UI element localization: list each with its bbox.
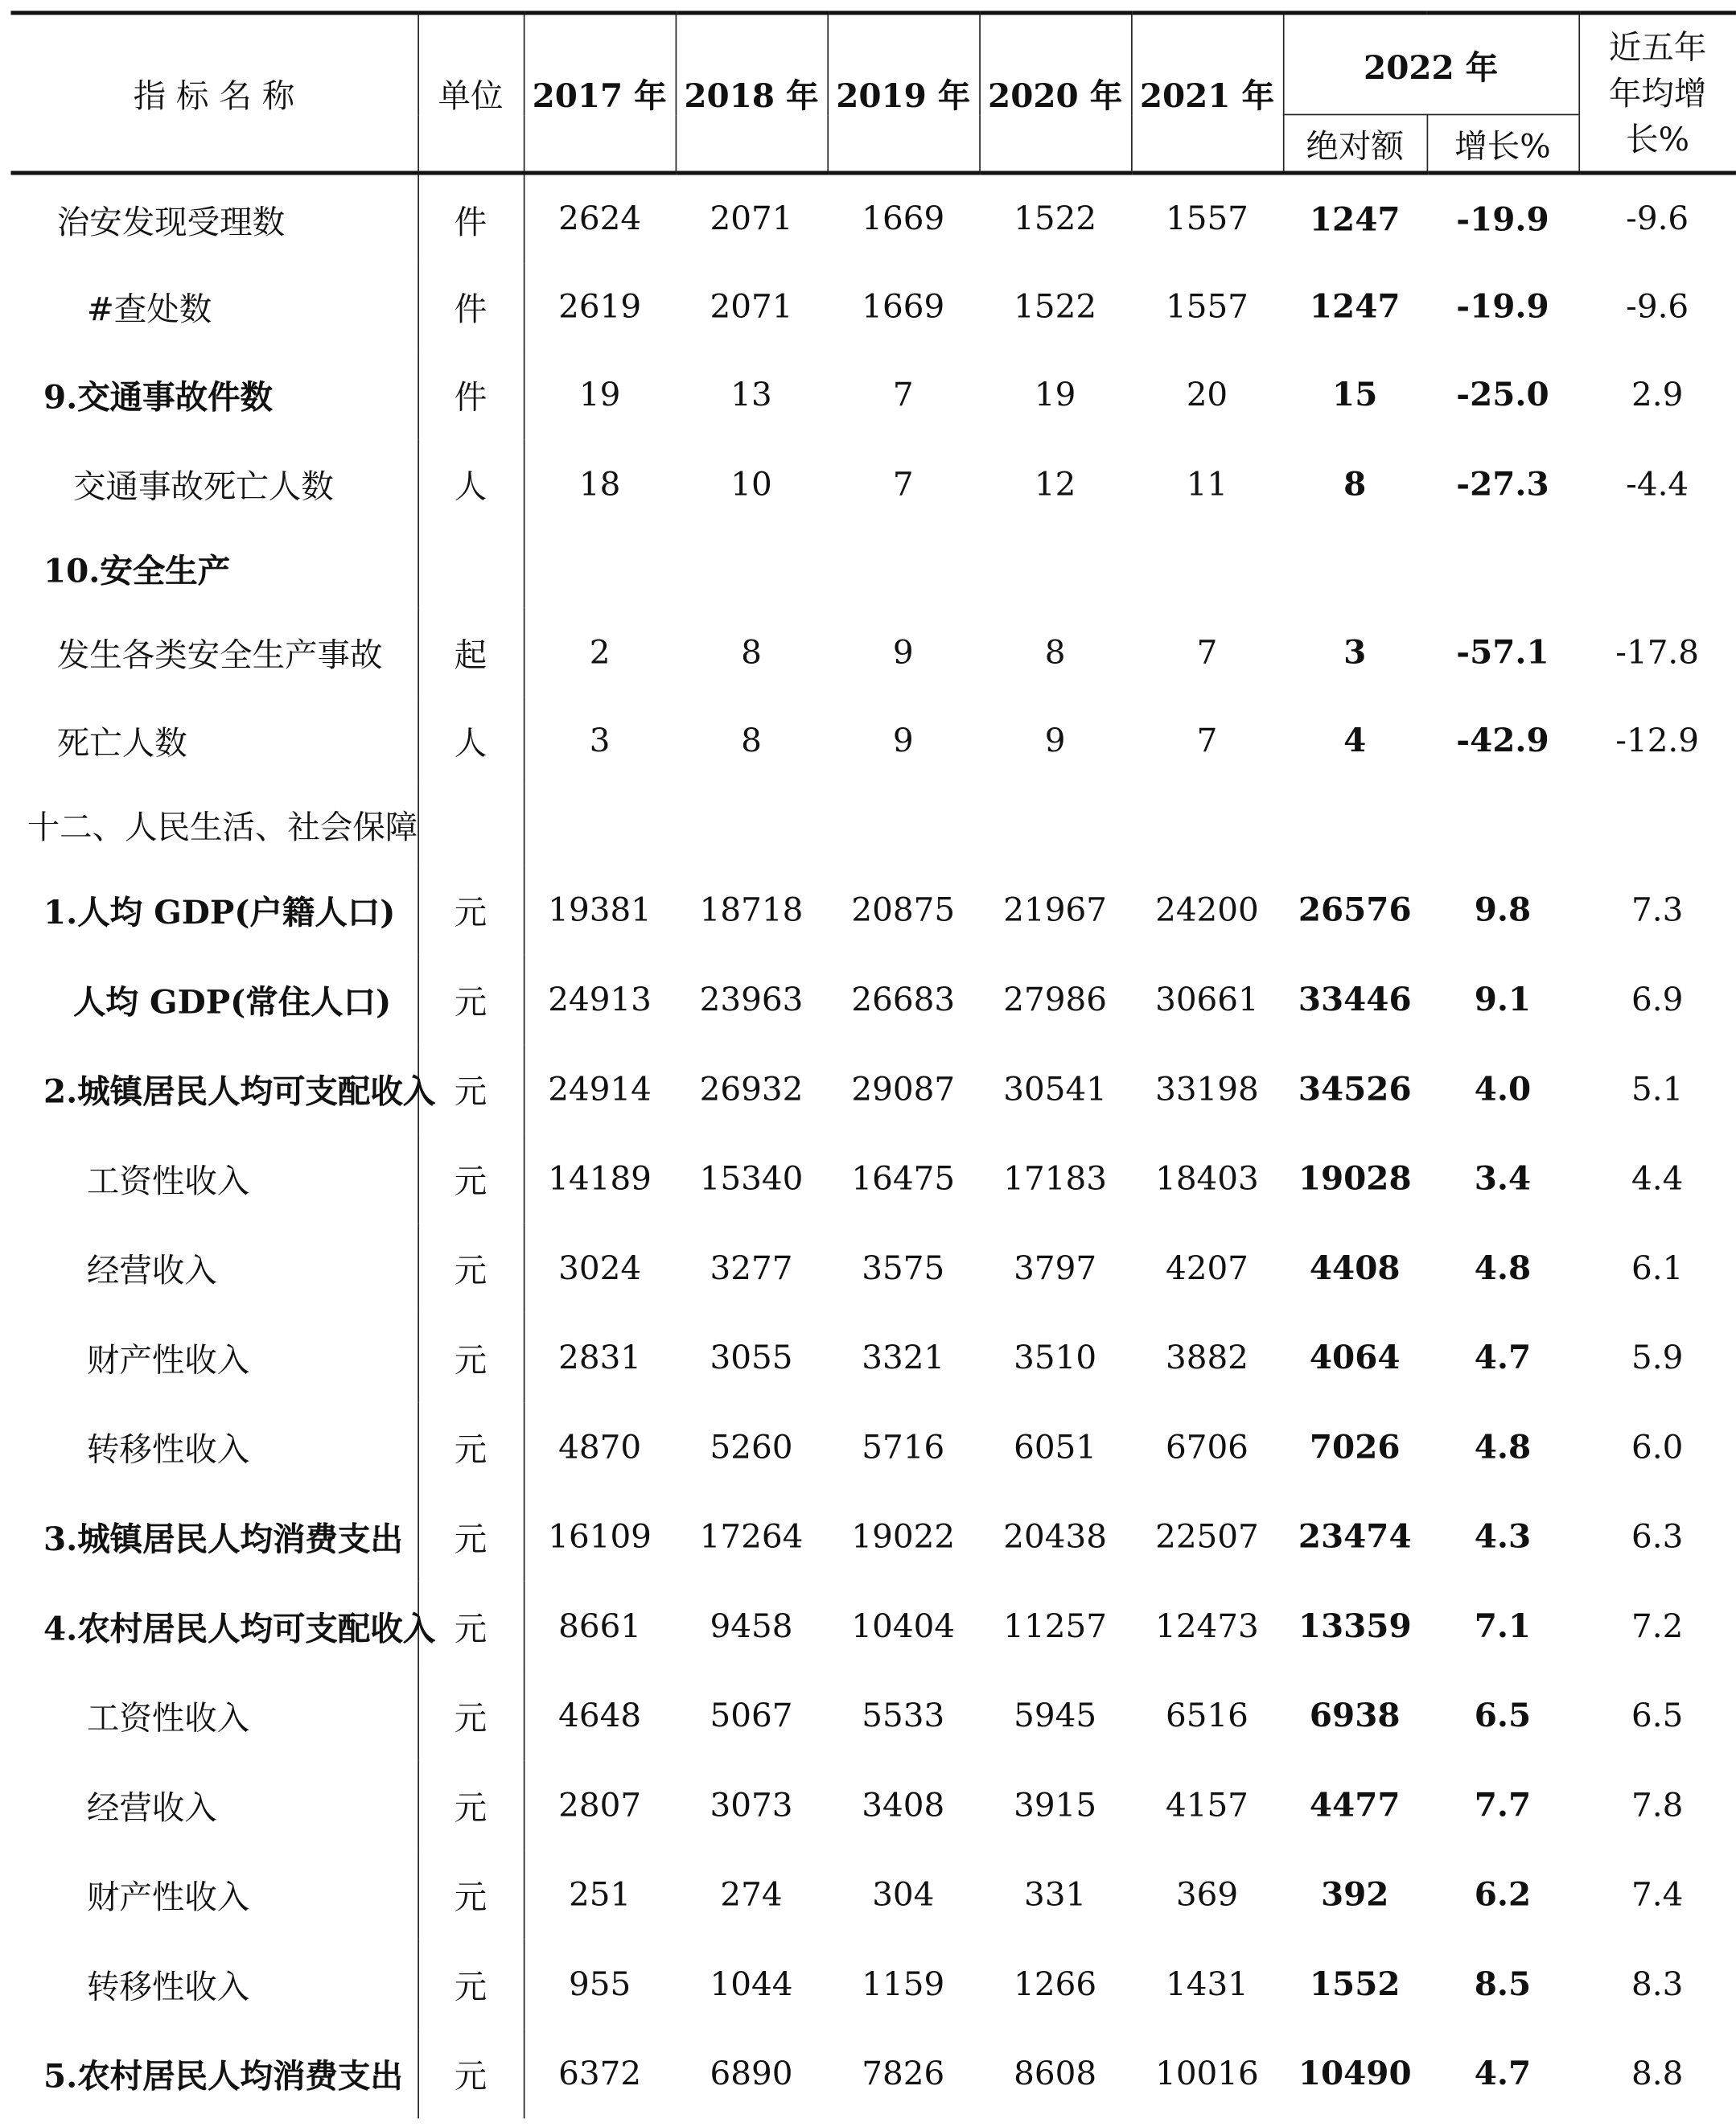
row-2022-absolute: 10490 [1298,2053,1412,2093]
row-2022-absolute: 4 [1343,720,1367,760]
row-name: 工资性收入 [10,1133,418,1223]
row-2022-growth: 4.8 [1474,1248,1532,1287]
row-value-2020: 27986 [1003,980,1107,1018]
row-value-2020: 9 [1044,721,1066,759]
table-row [10,1133,1735,1223]
row-value-2017: 8661 [558,1606,642,1645]
row-2022-growth: -57.1 [1456,632,1549,672]
row-value-2020: 8 [1044,632,1066,671]
row-five-year-avg: 7.2 [1631,1606,1684,1645]
row-value-2019: 9 [892,632,914,671]
row-value-2017: 19381 [548,890,652,928]
row-name: 经营收入 [10,1759,418,1849]
row-unit: 件 [418,349,524,438]
row-value-2019: 10404 [851,1606,956,1645]
row-2022-absolute: 7026 [1309,1426,1401,1467]
row-2022-absolute: 23474 [1298,1516,1412,1556]
row-five-year-avg: -4.4 [1626,464,1689,503]
row-2022-absolute: 4477 [1309,1784,1401,1825]
table-row [10,1401,1735,1491]
table-row [10,1581,1735,1670]
row-value-2017: 24913 [548,980,652,1018]
row-value-2021: 1431 [1165,1964,1249,2003]
row-five-year-avg: -17.8 [1615,632,1700,671]
row-value-2021 [1131,529,1283,607]
row-value-2019: 19022 [851,1516,956,1555]
row-value-2017: 2831 [558,1338,642,1376]
row-name: 财产性收入 [10,1312,418,1401]
row-value-2018: 8 [741,632,762,671]
header-absolute: 绝对额 [1283,114,1427,172]
row-five-year-avg: 7.4 [1631,1874,1684,1913]
row-value-2018: 17264 [699,1516,804,1555]
row-value-2017: 14189 [548,1158,652,1197]
row-name: 2.城镇居民人均可支配收入 [10,1043,418,1133]
row-value-2019: 26683 [851,980,956,1018]
row-five-year-avg: -9.6 [1626,286,1689,325]
row-name: 3.城镇居民人均消费支出 [10,1491,418,1581]
table-row [10,1759,1735,1849]
row-value-2020: 8608 [1014,2054,1097,2092]
row-value-2018: 8 [741,721,762,759]
row-value-2020: 3915 [1014,1785,1097,1824]
row-value-2017: 24914 [548,1069,652,1108]
row-value-2017: 3 [589,721,611,759]
row-value-2020: 3510 [1014,1338,1097,1376]
row-value-2019: 7 [892,464,914,503]
row-value-2021: 7 [1196,721,1218,759]
row-name: 财产性收入 [10,1849,418,1939]
row-value-2021: 18403 [1155,1158,1259,1197]
row-value-2018: 5260 [710,1427,793,1466]
row-2022-absolute: 6938 [1309,1695,1401,1735]
row-name: 经营收入 [10,1223,418,1312]
row-2022-absolute: 1552 [1309,1964,1401,2004]
row-2022-absolute: 4408 [1309,1248,1401,1287]
row-five-year-avg: 7.3 [1631,890,1684,928]
row-unit: 人 [418,697,524,784]
row-2022-growth: 4.0 [1474,1068,1532,1109]
row-value-2021 [1131,784,1283,865]
row-value-2021: 369 [1175,1874,1239,1913]
row-value-2019: 5716 [862,1427,945,1466]
row-value-2020: 1266 [1014,1964,1097,2003]
row-value-2020: 331 [1024,1874,1087,1913]
row-five-year-avg: 6.5 [1631,1696,1684,1734]
row-value-2018 [676,784,828,865]
row-2022-absolute: 15 [1332,374,1378,414]
row-value-2017: 16109 [548,1516,652,1555]
row-value-2019: 304 [872,1874,935,1913]
row-value-2020: 3797 [1014,1248,1097,1287]
row-value-2017 [524,784,676,865]
row-value-2021: 4207 [1165,1248,1249,1287]
row-value-2018: 10 [730,464,772,503]
header-indicator-name: 指 标 名 称 [10,13,418,173]
row-unit: 元 [418,1849,524,1939]
row-value-2020: 19 [1034,375,1076,413]
row-unit [418,529,524,607]
row-value-2021: 4157 [1165,1785,1249,1824]
row-unit: 元 [418,1581,524,1670]
row-2022-absolute: 33446 [1298,979,1412,1019]
row-unit: 元 [418,1312,524,1401]
row-value-2019: 16475 [851,1158,956,1197]
header-five-year-avg-line3: 长% [1626,120,1690,158]
header-five-year-avg-line2: 年均增 [1608,73,1707,113]
row-value-2017: 19 [578,375,621,413]
row-unit: 件 [418,262,524,349]
row-unit: 起 [418,607,524,696]
row-value-2019: 7826 [862,2054,945,2092]
row-2022-absolute: 34526 [1298,1068,1412,1109]
row-value-2021: 11 [1186,464,1228,503]
row-five-year-avg: 4.4 [1631,1158,1684,1197]
row-unit: 件 [418,173,524,262]
row-value-2017: 3024 [558,1248,642,1287]
row-unit: 元 [418,865,524,954]
row-2022-growth: -42.9 [1456,720,1549,760]
row-value-2021: 6516 [1165,1696,1249,1734]
row-2022-absolute [1283,529,1427,607]
row-unit: 元 [418,1401,524,1491]
row-unit: 元 [418,1670,524,1759]
row-value-2018: 6890 [710,2054,793,2092]
row-name: 治安发现受理数 [10,173,418,262]
row-2022-absolute: 8 [1343,463,1367,504]
row-value-2018 [676,529,828,607]
row-name: 死亡人数 [10,697,418,784]
row-name: #查处数 [10,262,418,349]
row-2022-growth: 9.1 [1474,979,1532,1019]
row-five-year-avg [1578,529,1736,607]
row-name: 人均 GDP(常住人口) [10,954,418,1043]
row-value-2020: 20438 [1003,1516,1107,1555]
row-2022-growth: -19.9 [1456,286,1549,326]
row-2022-growth [1427,529,1579,607]
row-five-year-avg: 6.0 [1631,1427,1684,1466]
row-value-2018: 9458 [710,1606,793,1645]
row-unit: 元 [418,1223,524,1312]
row-five-year-avg: 6.1 [1631,1248,1684,1287]
row-value-2020: 6051 [1014,1427,1097,1466]
header-growth: 增长% [1427,114,1579,172]
row-value-2020: 11257 [1003,1606,1107,1645]
row-2022-absolute: 1247 [1283,173,1427,262]
row-value-2021: 6706 [1165,1427,1249,1466]
row-value-2020 [979,784,1131,865]
header-year-2020: 2020 年 [979,13,1131,173]
row-value-2020: 30541 [1003,1069,1107,1108]
row-2022-growth: 8.5 [1474,1964,1532,2004]
row-value-2018: 3055 [710,1338,793,1376]
row-value-2017: 4648 [558,1696,642,1734]
row-2022-growth: 4.3 [1474,1516,1532,1556]
row-2022-absolute: 3 [1343,632,1367,672]
row-value-2021: 10016 [1155,2054,1259,2092]
row-five-year-avg: 7.8 [1631,1785,1684,1824]
row-five-year-avg: 5.1 [1631,1069,1684,1108]
row-2022-growth: 4.7 [1474,1337,1532,1377]
table-row [10,262,1735,349]
row-value-2018: 5067 [710,1696,793,1734]
row-value-2017: 4870 [558,1427,642,1466]
header-five-year-avg [1578,13,1736,173]
row-unit: 元 [418,2028,524,2117]
row-value-2018: 15340 [699,1158,804,1197]
row-name: 工资性收入 [10,1670,418,1759]
row-2022-growth: 6.5 [1474,1695,1532,1735]
row-2022-absolute [1283,784,1427,865]
row-name: 十二、人民生活、社会保障 [10,784,418,865]
row-2022-growth: -19.9 [1427,173,1579,262]
header-year-2017: 2017 年 [524,13,676,173]
table-row [10,784,1735,865]
row-name: 转移性收入 [10,1939,418,2028]
row-value-2020: 5945 [1014,1696,1097,1734]
table-row [10,2028,1735,2117]
row-value-2021: 12473 [1155,1606,1259,1645]
row-unit: 元 [418,1133,524,1223]
row-five-year-avg: 8.8 [1631,2054,1684,2092]
row-value-2019 [827,784,979,865]
table-row [10,865,1735,954]
row-2022-growth [1427,784,1579,865]
table-row [10,1939,1735,2028]
row-value-2020: 17183 [1003,1158,1107,1197]
row-value-2021: 20 [1186,375,1228,413]
header-year-2019: 2019 年 [827,13,979,173]
table-row [10,954,1735,1043]
row-unit: 人 [418,438,524,528]
row-value-2019: 20875 [851,890,956,928]
row-value-2021: 22507 [1155,1516,1259,1555]
row-five-year-avg: 6.3 [1631,1516,1684,1555]
row-2022-growth: 9.8 [1474,889,1532,929]
row-five-year-avg: 2.9 [1631,375,1684,413]
row-2022-absolute: 4064 [1309,1337,1401,1377]
row-value-2018: 2071 [710,286,793,325]
row-value-2019: 3321 [862,1338,945,1376]
row-value-2018: 13 [730,375,772,413]
row-value-2019: 1159 [862,1964,945,2003]
header-five-year-avg-line1: 近五年 [1608,27,1707,66]
row-unit: 元 [418,954,524,1043]
header-year-2021: 2021 年 [1131,13,1283,173]
row-value-2018: 274 [720,1874,783,1913]
row-value-2021: 33198 [1155,1069,1259,1108]
row-name: 1.人均 GDP(户籍人口) [10,865,418,954]
row-2022-growth: -25.0 [1456,374,1549,414]
row-value-2018: 3277 [710,1248,793,1287]
row-value-2020 [979,529,1131,607]
row-value-2019: 9 [892,721,914,759]
row-value-2017: 251 [568,1874,631,1913]
row-name: 5.农村居民人均消费支出 [10,2028,418,2117]
row-value-2021: 24200 [1155,890,1259,928]
row-2022-absolute: 392 [1320,1874,1389,1914]
row-2022-growth: 7.7 [1474,1784,1532,1825]
row-unit: 元 [418,1759,524,1849]
row-unit: 元 [418,1939,524,2028]
row-value-2019: 1669 [827,173,979,262]
row-2022-growth: 4.7 [1474,2053,1532,2093]
table-row [10,1223,1735,1312]
row-2022-absolute: 19028 [1298,1158,1412,1198]
row-value-2021: 3882 [1165,1338,1249,1376]
row-2022-growth: -27.3 [1456,463,1549,504]
table-row [10,607,1735,696]
row-2022-absolute: 1247 [1309,286,1401,326]
row-five-year-avg: 8.3 [1631,1964,1684,2003]
row-2022-growth: 4.8 [1474,1426,1532,1467]
header-year-2018: 2018 年 [676,13,828,173]
row-value-2019: 5533 [862,1696,945,1734]
row-five-year-avg [1578,784,1736,865]
row-value-2018: 2071 [676,173,828,262]
statistics-table [10,10,1735,2117]
row-2022-absolute: 26576 [1298,889,1412,929]
table-row [10,438,1735,528]
row-value-2017: 2 [589,632,611,671]
table-row [10,1849,1735,1939]
row-value-2020: 1522 [979,173,1131,262]
row-value-2017: 6372 [558,2054,642,2092]
row-value-2020: 1522 [1014,286,1097,325]
table-row [10,1312,1735,1401]
row-value-2019: 3408 [862,1785,945,1824]
row-value-2018: 3073 [710,1785,793,1824]
row-name: 4.农村居民人均可支配收入 [10,1581,418,1670]
row-value-2017: 2619 [558,286,642,325]
row-five-year-avg: -12.9 [1615,721,1700,759]
row-value-2021: 7 [1196,632,1218,671]
table-row [10,697,1735,784]
row-name: 9.交通事故件数 [10,349,418,438]
row-2022-absolute: 13359 [1298,1606,1412,1645]
row-value-2017: 2807 [558,1785,642,1824]
row-value-2021: 30661 [1155,980,1259,1018]
row-unit: 元 [418,1491,524,1581]
row-value-2019: 7 [892,375,914,413]
row-value-2020: 12 [1034,464,1076,503]
row-2022-growth: 7.1 [1474,1606,1532,1645]
row-value-2017: 955 [568,1964,631,2003]
table-row [10,529,1735,607]
row-value-2019 [827,529,979,607]
row-five-year-avg: 5.9 [1631,1338,1684,1376]
row-name: 10.安全生产 [10,529,418,607]
row-name: 转移性收入 [10,1401,418,1491]
row-value-2019: 29087 [851,1069,956,1108]
table-row [10,349,1735,438]
row-value-2018: 18718 [699,890,804,928]
table-row [10,1043,1735,1133]
row-value-2018: 1044 [710,1964,793,2003]
row-value-2020: 21967 [1003,890,1107,928]
table-row [10,1491,1735,1581]
row-unit [418,784,524,865]
row-value-2019: 3575 [862,1248,945,1287]
row-2022-growth: 6.2 [1474,1874,1532,1914]
row-value-2018: 26932 [699,1069,804,1108]
row-name: 交通事故死亡人数 [10,438,418,528]
row-value-2021: 1557 [1131,173,1283,262]
row-five-year-avg: 6.9 [1631,980,1684,1018]
row-value-2019: 1669 [862,286,945,325]
row-value-2017: 2624 [524,173,676,262]
table-row [10,173,1735,262]
row-value-2017: 18 [578,464,621,503]
row-unit: 元 [418,1043,524,1133]
row-value-2017 [524,529,676,607]
table-row [10,1670,1735,1759]
row-name: 发生各类安全生产事故 [10,607,418,696]
row-value-2018: 23963 [699,980,804,1018]
header-unit: 单位 [418,13,524,173]
row-2022-growth: 3.4 [1474,1158,1532,1198]
row-value-2021: 1557 [1165,286,1249,325]
header-year-2022: 2022 年 [1283,13,1579,114]
row-five-year-avg: -9.6 [1578,173,1736,262]
